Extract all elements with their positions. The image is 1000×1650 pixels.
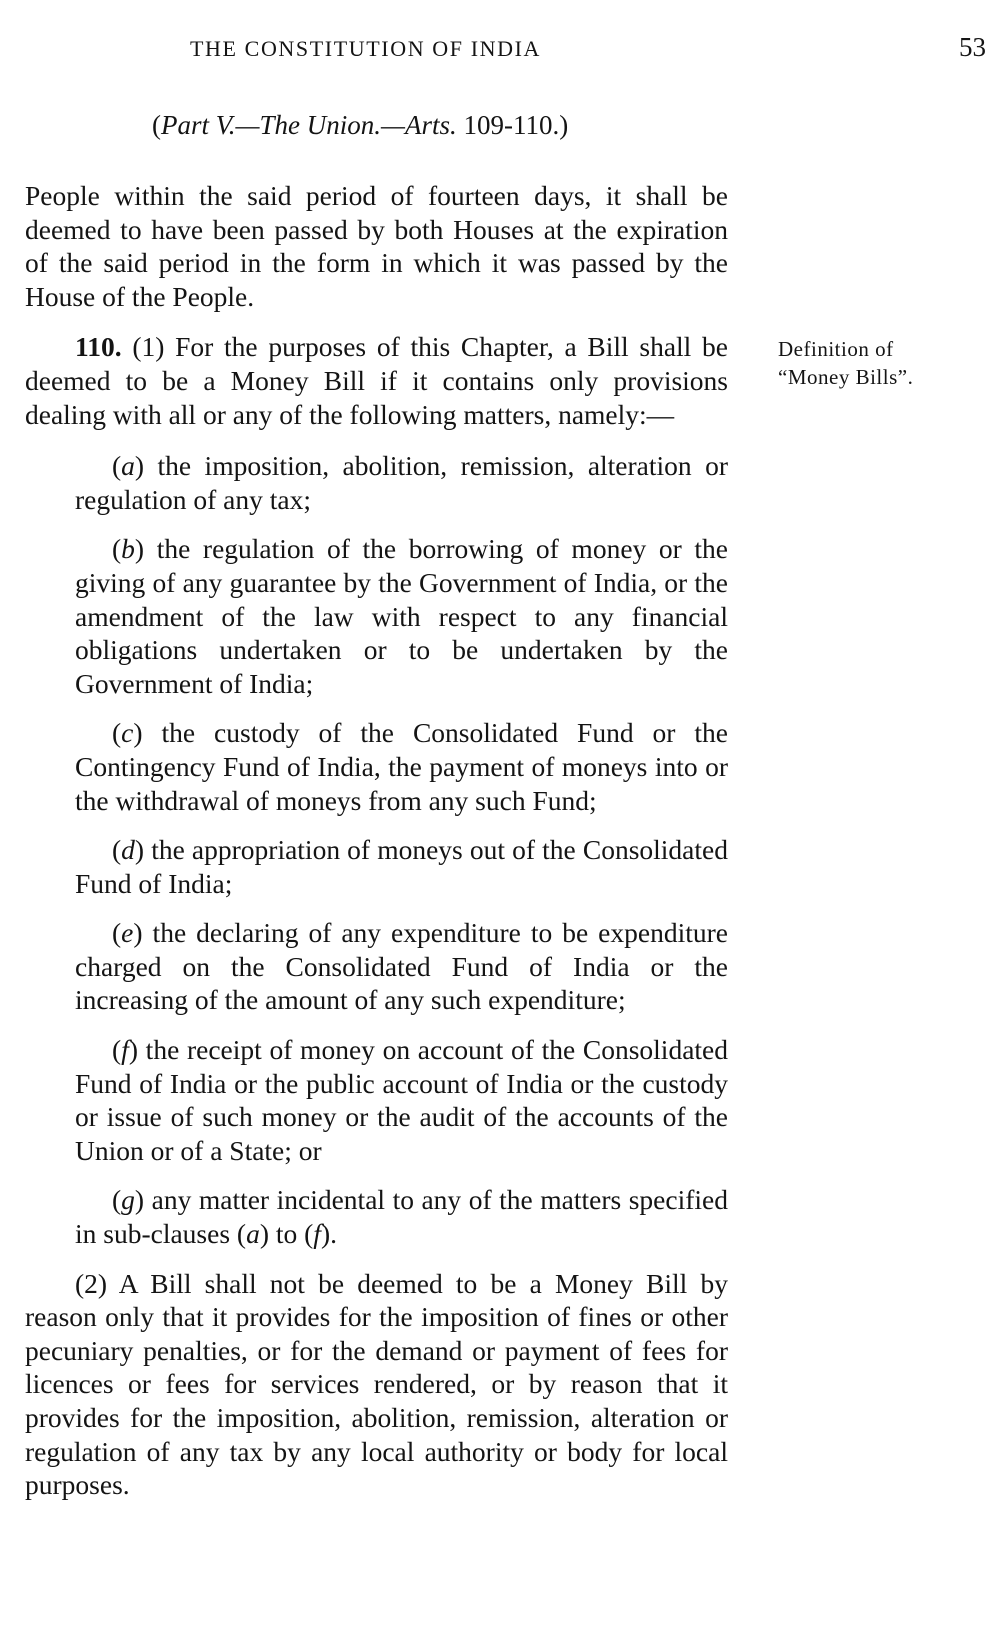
subclause-letter: e [121, 917, 134, 949]
subclause-close: ) [128, 1034, 138, 1066]
section-110-intro [25, 330, 728, 431]
subclause-text: the receipt of money on account of the Consolidated Fund of India or the public account of India or the custody or issue of such money or the audit of the accounts of the Union or of a State; or [75, 1034, 728, 1166]
subclause-e [75, 916, 728, 1017]
body-text [25, 179, 728, 1502]
subclause-open: ( [112, 1184, 122, 1216]
subclause-c [75, 716, 728, 817]
subclause-text: ) to ( [259, 1218, 314, 1250]
subclause-letter: a [121, 450, 135, 482]
running-title: THE CONSTITUTION OF INDIA [190, 36, 542, 61]
subclause-a [75, 449, 728, 516]
subclause-open: ( [112, 834, 122, 866]
subclause-open: ( [112, 1034, 122, 1066]
subclause-close: ) [134, 834, 145, 866]
marginal-note-line-2: “Money Bills”. [778, 365, 914, 389]
part-heading-text: Part V.—The Union.—Arts. [161, 110, 457, 140]
part-heading [152, 110, 568, 141]
subclause-text: ). [320, 1218, 337, 1250]
continued-paragraph: People within the said period of fourteen days, it shall be deemed to have been passed by both Houses at the expiration of the said period in the form in which it was passed by the House of the People. [25, 180, 728, 312]
subclause-close: ) [133, 717, 143, 749]
clause-2: (2) A Bill shall not be deemed to be a Money Bill by reason only that it provides for the imposition of fines or other pecuniary penalties, or for the demand or payment of fees for licences or fees for services rendered, or by reason that it provides for the imposition, abolition, remission, alteration or regulation of any tax by any local authority or body for local purposes. [25, 1267, 728, 1501]
subclause-letter: d [121, 834, 135, 866]
subclause-ref: f [313, 1218, 321, 1250]
subclause-open: ( [112, 450, 122, 482]
subclause-text: the imposition, abolition, remission, alteration or regulation of any tax; [75, 450, 728, 515]
subclause-g [75, 1183, 728, 1250]
subclause-letter: b [121, 533, 135, 565]
subclause-text: the regulation of the borrowing of money or the giving of any guarantee by the Government of India, or the amendment of the law with respect to any financial obligations undertaken or to be undertaken by the Government of India; [75, 533, 728, 699]
marginal-note-line-1: Definition of [778, 337, 894, 361]
subclause-close: ) [134, 450, 145, 482]
subclause-open: ( [112, 717, 122, 749]
marginal-note [778, 335, 958, 391]
part-heading-open: ( [152, 110, 161, 140]
subclause-letter: f [121, 1034, 129, 1066]
part-heading-range: 109-110.) [456, 110, 569, 140]
section-intro-text: (1) For the purposes of this Chapter, a Bill shall be deemed to be a Money Bill if it contains only provisions dealing with all or any of the following matters, namely:— [25, 331, 728, 430]
subclause-close: ) [134, 533, 145, 565]
subclause-text: any matter incidental to any of the matters specified in sub-clauses ( [75, 1184, 728, 1250]
subclause-f [75, 1033, 728, 1167]
subclause-ref: a [246, 1218, 260, 1250]
subclause-close: ) [134, 1184, 145, 1216]
subclause-d [75, 833, 728, 900]
subclause-close: ) [133, 917, 143, 949]
section-number: 110. [75, 331, 122, 363]
subclause-letter: c [121, 717, 134, 749]
page-number: 53 [959, 32, 986, 62]
subclause-b [75, 532, 728, 700]
subclause-open: ( [112, 533, 122, 565]
subclause-text: the declaring of any expenditure to be expenditure charged on the Consolidated Fund of India or the increasing of the amount of any such expenditure; [75, 917, 728, 1016]
subclause-open: ( [112, 917, 122, 949]
subclause-text: the appropriation of moneys out of the Consolidated Fund of India; [75, 834, 728, 899]
subclause-text: the custody of the Consolidated Fund or the Contingency Fund of India, the payment of moneys into or the withdrawal of moneys from any such Fund; [75, 717, 728, 816]
subclause-letter: g [121, 1184, 135, 1216]
